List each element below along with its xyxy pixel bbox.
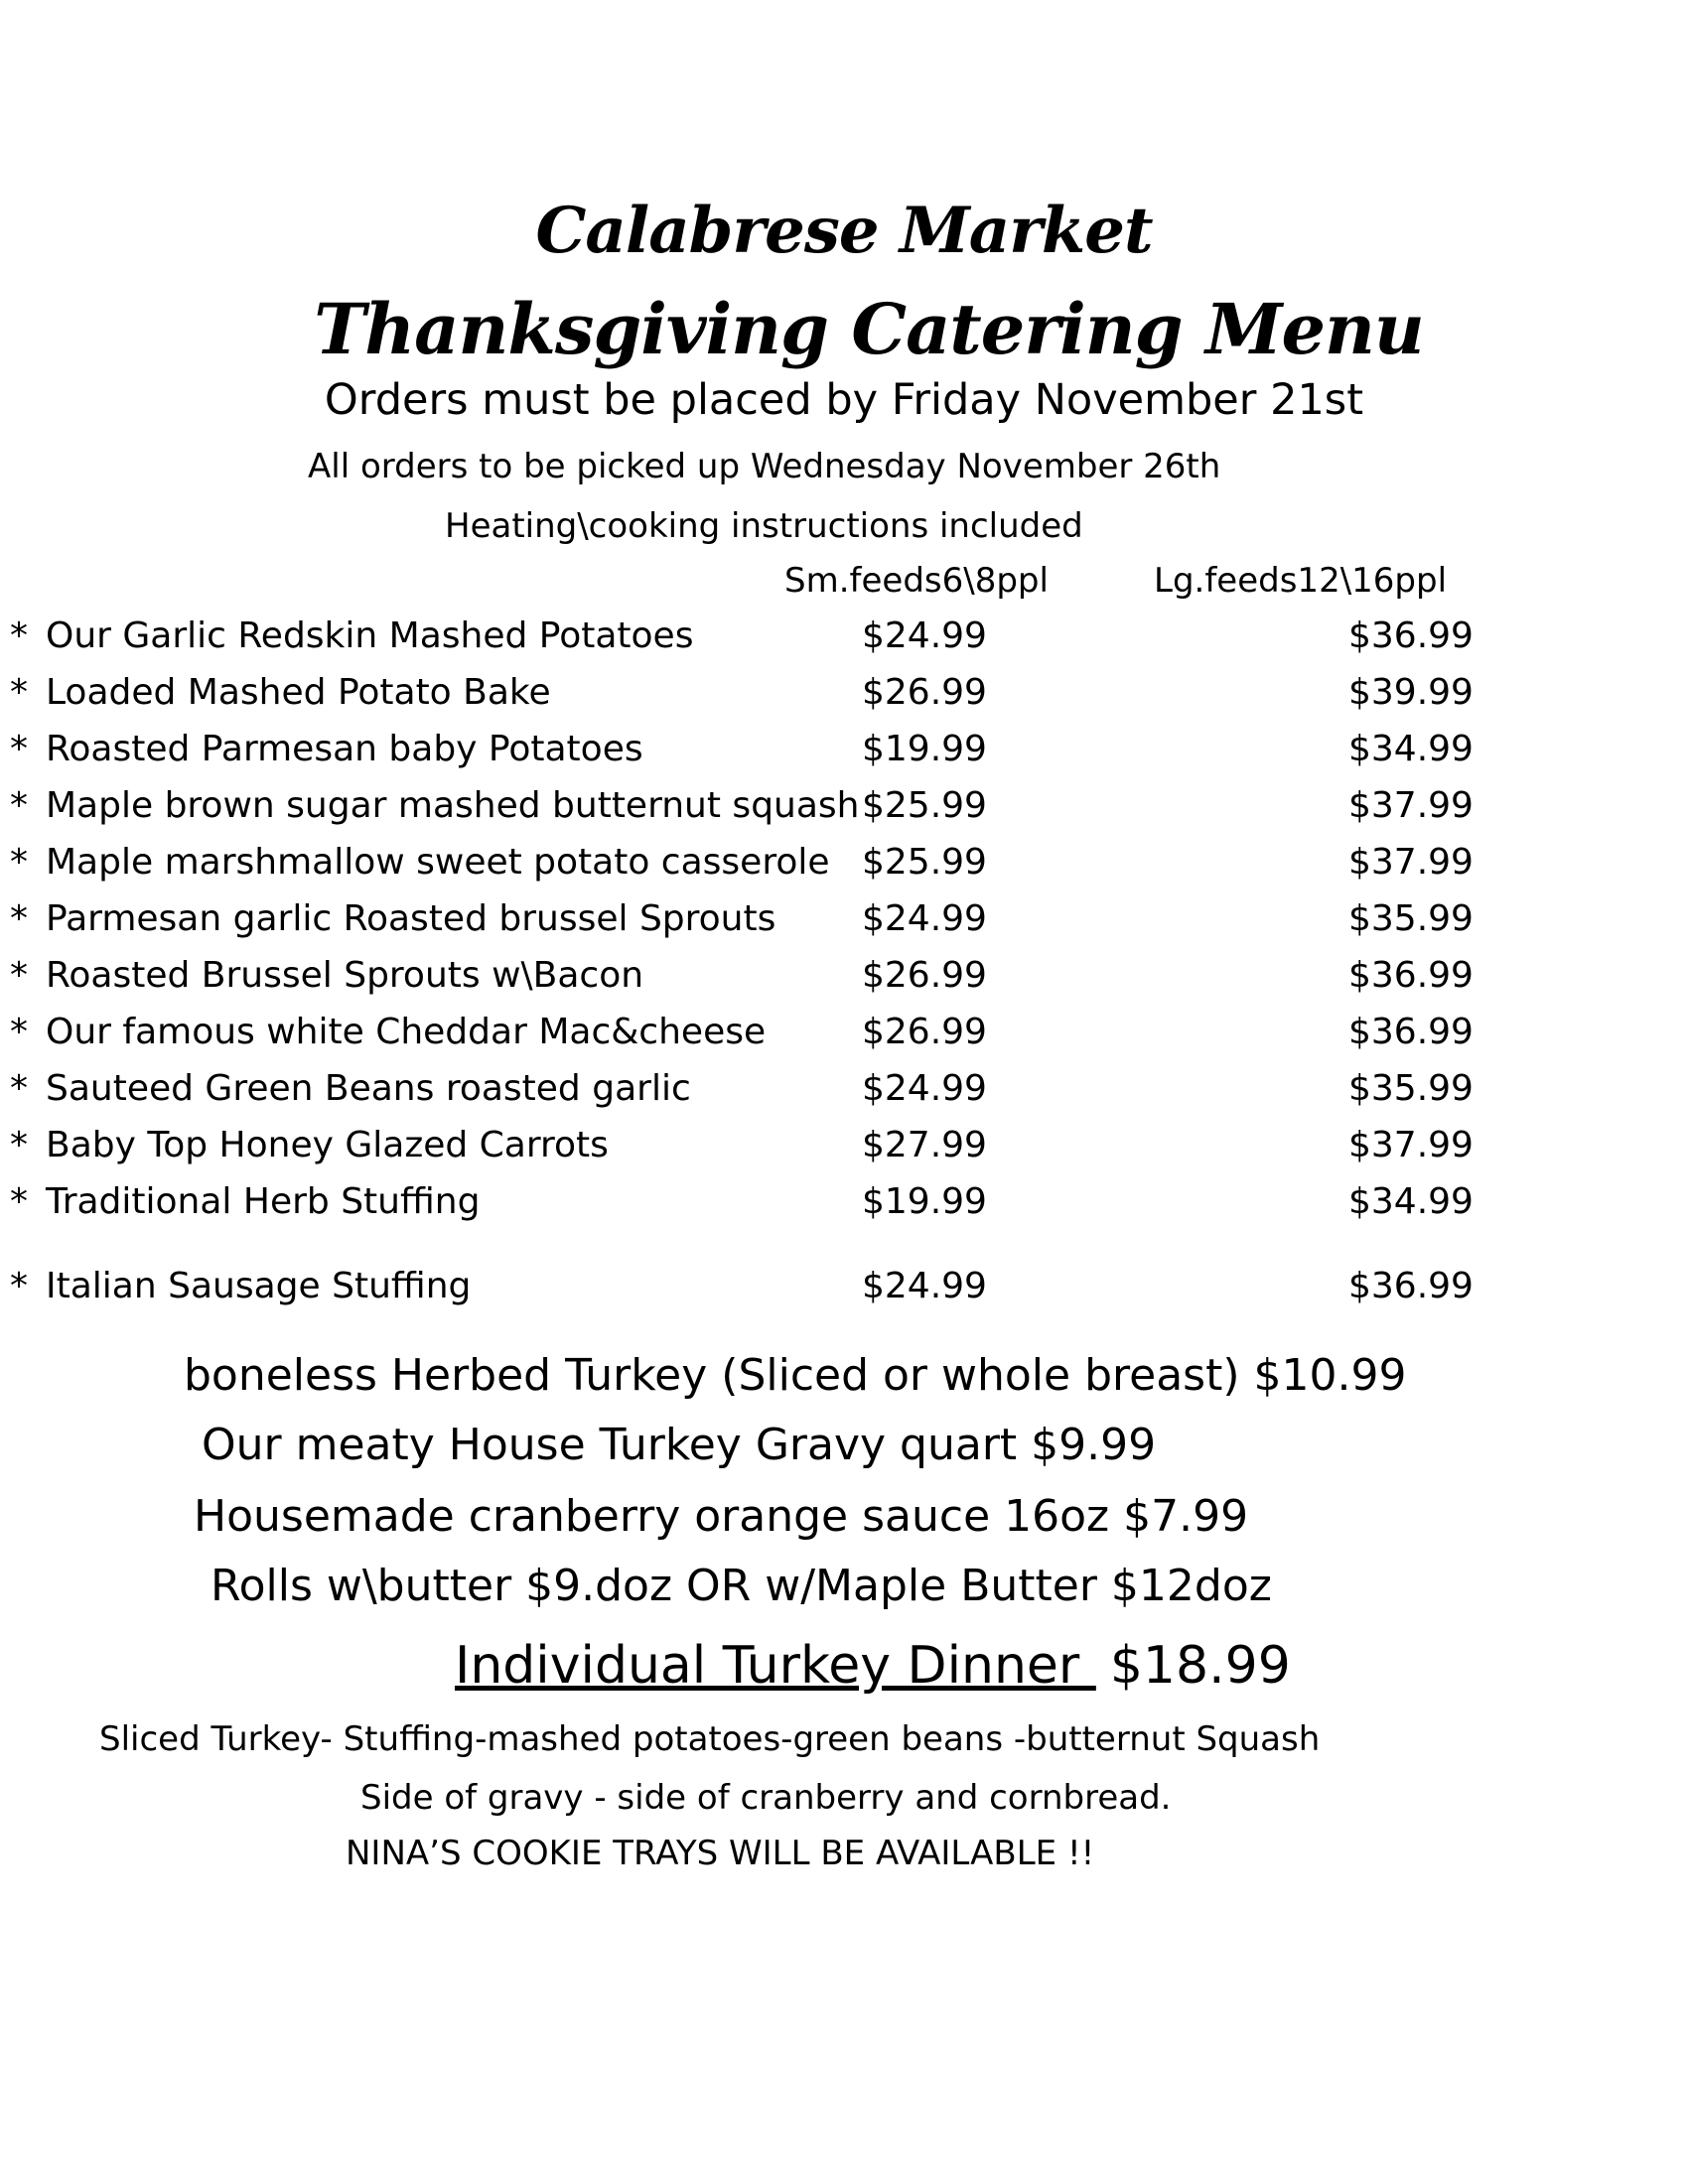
bullet-asterisk: *	[10, 1266, 28, 1306]
item-name: Sauteed Green Beans roasted garlic	[46, 1068, 691, 1109]
title-menu-name: Thanksgiving Catering Menu	[314, 288, 1424, 370]
price-small: $24.99	[862, 1266, 987, 1306]
price-small: $24.99	[862, 1068, 987, 1109]
price-small: $25.99	[862, 785, 987, 826]
bullet-asterisk: *	[10, 672, 28, 713]
item-name: Roasted Parmesan baby Potatoes	[46, 729, 643, 769]
price-small: $24.99	[862, 615, 987, 656]
special-rolls: Rolls w\butter $9.doz OR w/Maple Butter $12doz	[211, 1561, 1272, 1611]
dinner-label: Individual Turkey Dinner	[455, 1636, 1096, 1696]
menu-item	[0, 615, 1688, 665]
item-name: Traditional Herb Stuffing	[46, 1181, 481, 1222]
item-name: Roasted Brussel Sprouts w\Bacon	[46, 955, 644, 996]
price-large: $37.99	[1348, 842, 1474, 883]
item-name: Italian Sausage Stuffing	[46, 1266, 472, 1306]
bullet-asterisk: *	[10, 1125, 28, 1165]
item-name: Our famous white Cheddar Mac&cheese	[46, 1012, 767, 1052]
bullet-asterisk: *	[10, 1012, 28, 1052]
individual-dinner	[455, 1636, 1291, 1696]
bullet-asterisk: *	[10, 842, 28, 883]
price-large: $37.99	[1348, 785, 1474, 826]
order-deadline: Orders must be placed by Friday November 21st	[324, 375, 1364, 425]
menu-item	[0, 898, 1688, 948]
menu-item	[0, 785, 1688, 835]
price-small: $26.99	[862, 955, 987, 996]
dinner-price: $18.99	[1109, 1636, 1291, 1696]
price-large: $36.99	[1348, 1012, 1474, 1052]
column-header-small: Sm.feeds6\8ppl	[784, 561, 1049, 601]
price-large: $36.99	[1348, 615, 1474, 656]
item-name: Maple marshmallow sweet potato casserole	[46, 842, 830, 883]
price-large: $36.99	[1348, 1266, 1474, 1306]
price-small: $25.99	[862, 842, 987, 883]
dinner-includes-line1: Sliced Turkey- Stuffing-mashed potatoes-green beans -butternut Squash	[99, 1719, 1321, 1759]
bullet-asterisk: *	[10, 729, 28, 769]
menu-item	[0, 842, 1688, 891]
price-large: $39.99	[1348, 672, 1474, 713]
price-small: $19.99	[862, 729, 987, 769]
bullet-asterisk: *	[10, 785, 28, 826]
cookie-tray-note: NINA’S COOKIE TRAYS WILL BE AVAILABLE !!	[346, 1834, 1095, 1873]
menu-item	[0, 1266, 1688, 1315]
special-turkey: boneless Herbed Turkey (Sliced or whole breast) $10.99	[184, 1350, 1407, 1401]
price-large: $34.99	[1348, 729, 1474, 769]
column-header-large: Lg.feeds12\16ppl	[1154, 561, 1448, 601]
price-small: $19.99	[862, 1181, 987, 1222]
price-large: $35.99	[1348, 898, 1474, 939]
menu-item	[0, 672, 1688, 722]
bullet-asterisk: *	[10, 615, 28, 656]
menu-item	[0, 955, 1688, 1005]
item-name: Baby Top Honey Glazed Carrots	[46, 1125, 609, 1165]
price-large: $37.99	[1348, 1125, 1474, 1165]
bullet-asterisk: *	[10, 955, 28, 996]
menu-item	[0, 1068, 1688, 1118]
item-name: Parmesan garlic Roasted brussel Sprouts	[46, 898, 776, 939]
price-large: $36.99	[1348, 955, 1474, 996]
item-name: Our Garlic Redskin Mashed Potatoes	[46, 615, 694, 656]
price-small: $24.99	[862, 898, 987, 939]
item-name: Maple brown sugar mashed butternut squash	[46, 785, 860, 826]
bullet-asterisk: *	[10, 898, 28, 939]
price-large: $34.99	[1348, 1181, 1474, 1222]
price-small: $27.99	[862, 1125, 987, 1165]
special-cranberry: Housemade cranberry orange sauce 16oz $7.99	[194, 1491, 1249, 1542]
menu-item	[0, 729, 1688, 778]
price-small: $26.99	[862, 1012, 987, 1052]
menu-item	[0, 1125, 1688, 1174]
pickup-date: All orders to be picked up Wednesday November 26th	[308, 447, 1221, 486]
special-gravy: Our meaty House Turkey Gravy quart $9.99	[202, 1420, 1157, 1470]
menu-item	[0, 1181, 1688, 1231]
dinner-includes-line2: Side of gravy - side of cranberry and cornbread.	[360, 1778, 1172, 1818]
item-name: Loaded Mashed Potato Bake	[46, 672, 551, 713]
title-store-name: Calabrese Market	[535, 194, 1153, 268]
menu-item	[0, 1012, 1688, 1061]
bullet-asterisk: *	[10, 1181, 28, 1222]
price-large: $35.99	[1348, 1068, 1474, 1109]
bullet-asterisk: *	[10, 1068, 28, 1109]
heating-note: Heating\cooking instructions included	[445, 506, 1083, 546]
price-small: $26.99	[862, 672, 987, 713]
